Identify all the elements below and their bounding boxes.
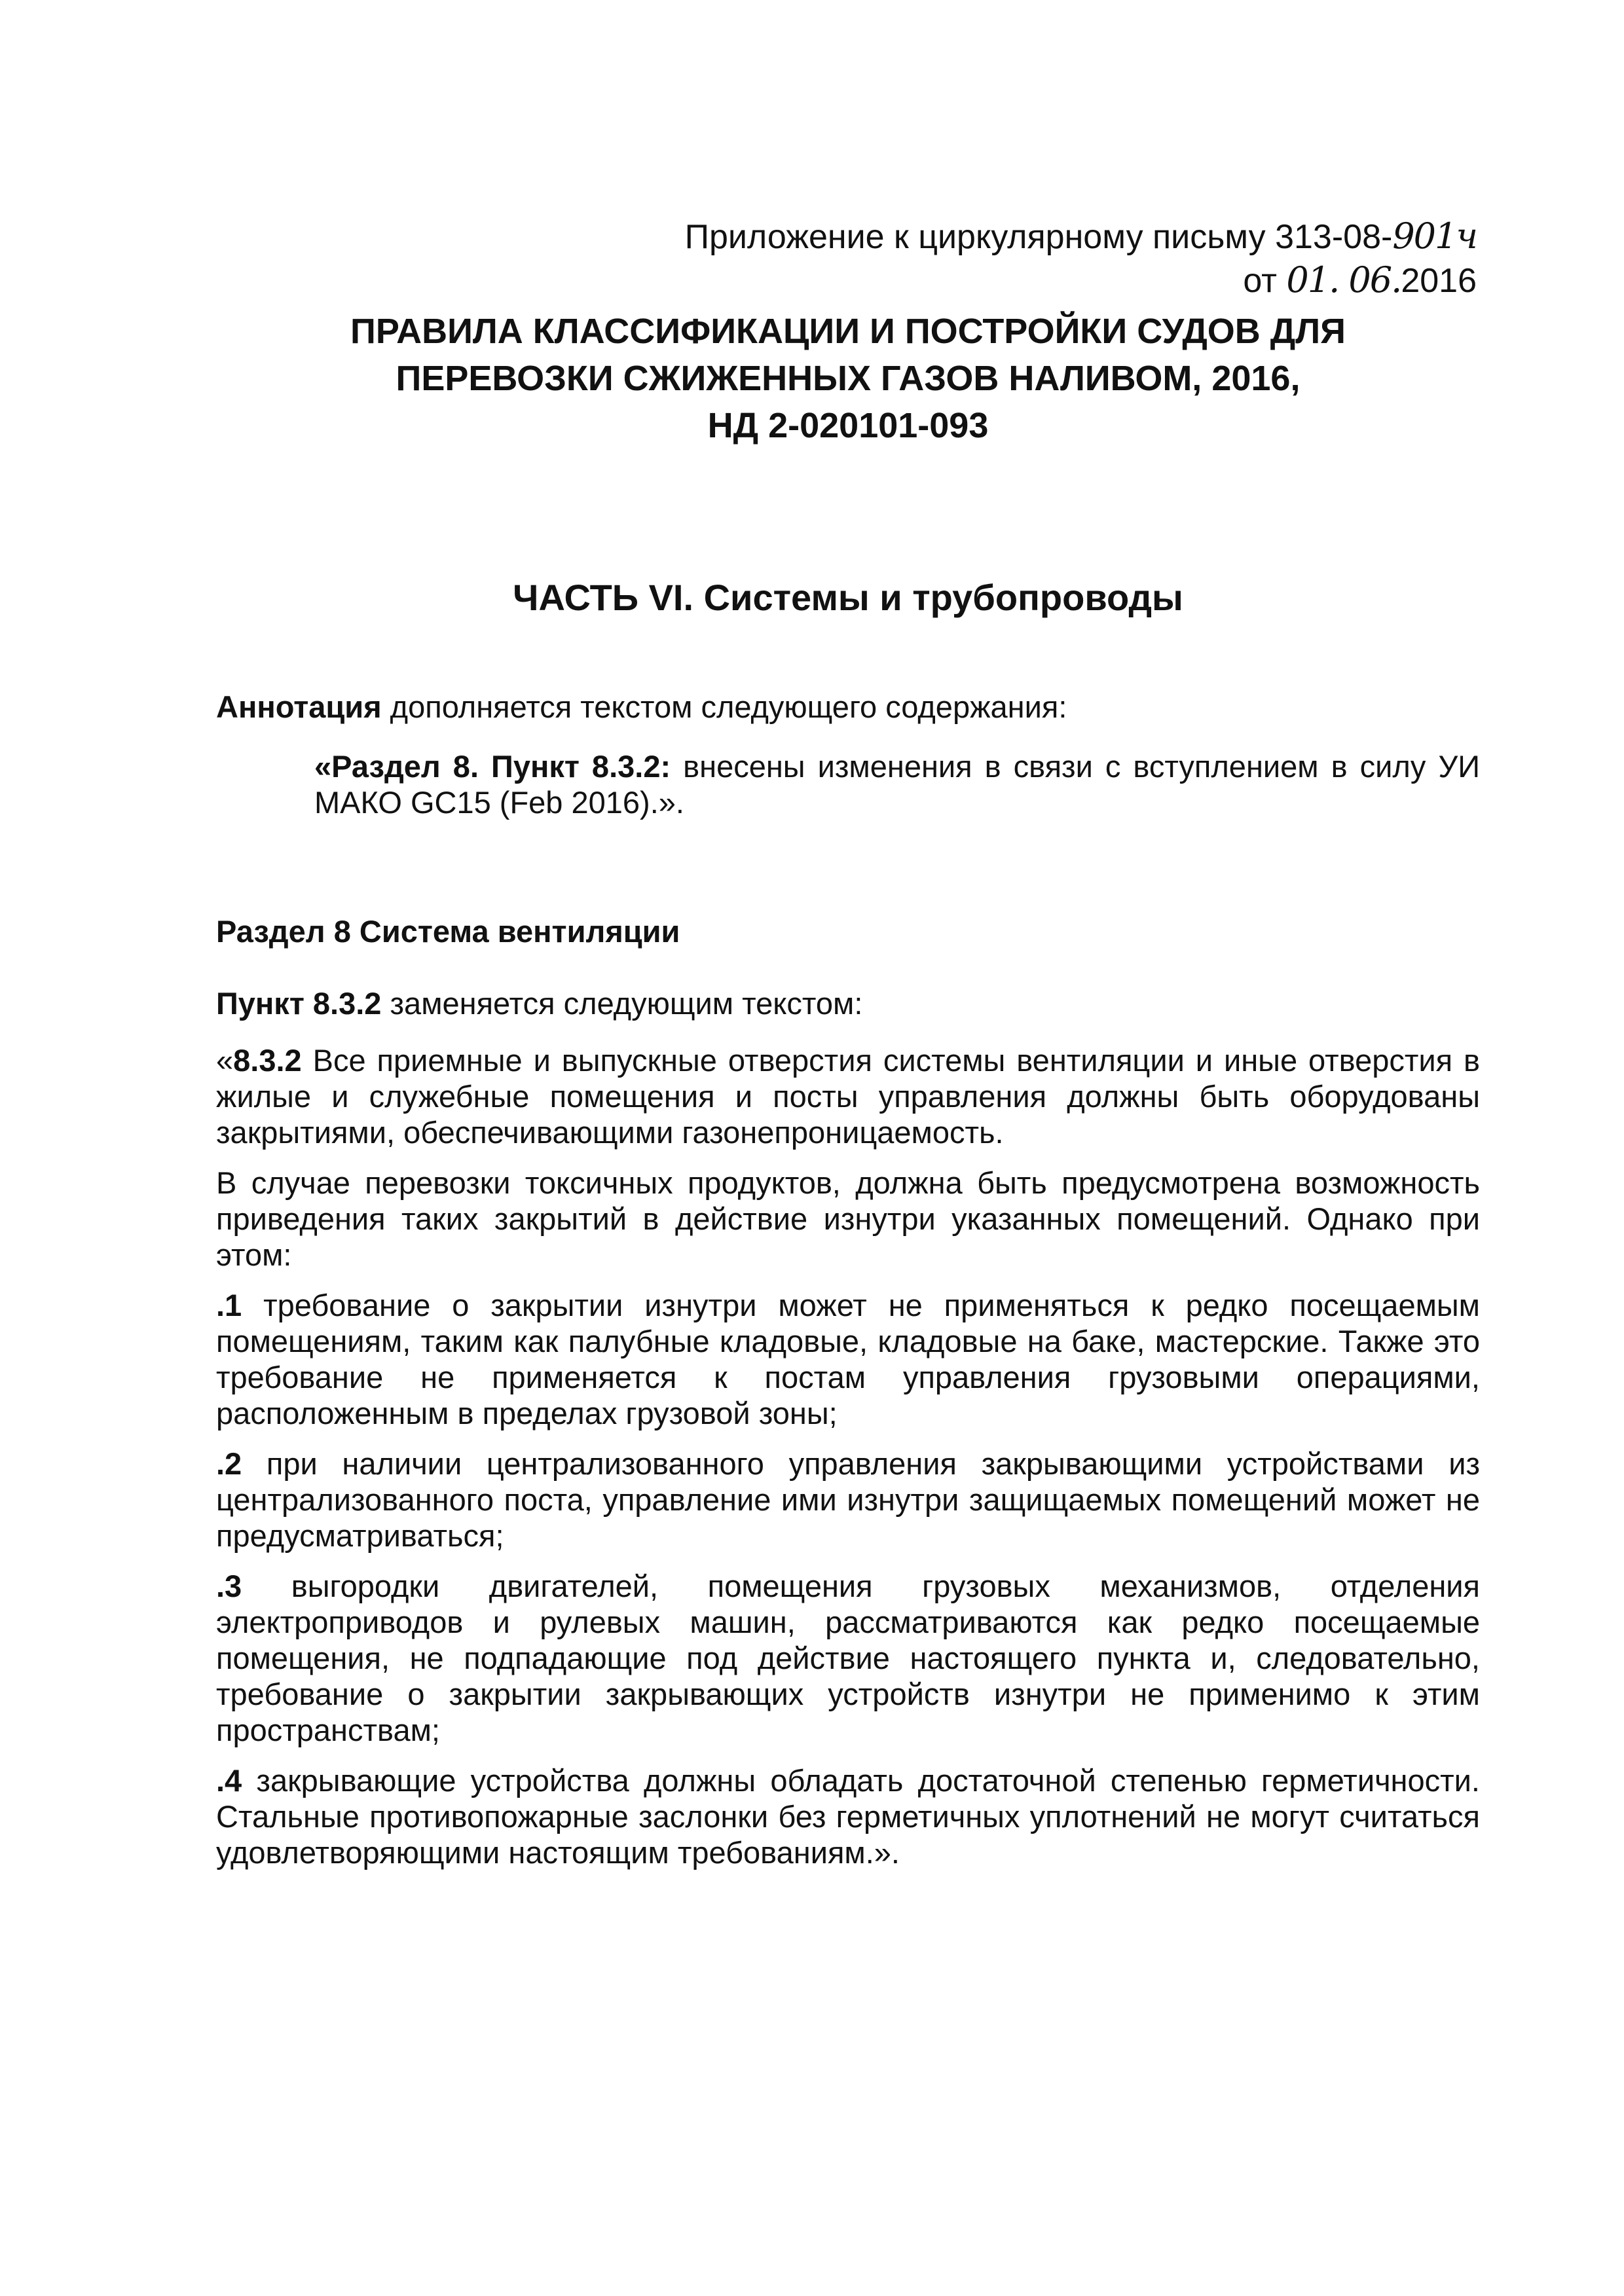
appendix-date-prefix: от xyxy=(1243,262,1287,300)
document-title xyxy=(216,308,1480,449)
list-item-text: закрывающие устройства должны обладать достаточной степенью герметичности. Стальные противопожарные заслонки без герметичных уплотнений не могут считаться удовлетворяющими настоящим требованиям.». xyxy=(216,1763,1480,1870)
title-line-3: НД 2-020101-093 xyxy=(707,406,989,445)
body-paragraph-1 xyxy=(216,1042,1480,1150)
list-item-text: выгородки двигателей, помещения грузовых механизмов, отделения электроприводов и рулевых машин, рассматриваются как редко посещаемые помещения, не подпадающие под действие настоящего пункта и, следовательно, требование о закрытии закрывающих устройств изнутри не применимо к этим пространствам; xyxy=(216,1569,1480,1747)
list-item-number: .3 xyxy=(216,1569,242,1603)
appendix-reference xyxy=(685,215,1477,302)
body-paragraph-1-text: Все приемные и выпускные отверстия системы вентиляции и иные отверстия в жилые и служебные помещения и посты управления должны быть оборудованы закрытиями, обеспечивающими газонепроницаемость. xyxy=(216,1043,1480,1150)
list-item-text: при наличии централизованного управления закрывающими устройствами из централизованного поста, управление ими изнутри защищаемых помещений может не предусматриваться; xyxy=(216,1446,1480,1553)
list-item-number: .1 xyxy=(216,1288,242,1322)
appendix-line-2 xyxy=(685,259,1477,302)
annotation-text: дополняется текстом следующего содержания: xyxy=(381,689,1067,724)
list-item xyxy=(216,1762,1480,1870)
appendix-letter-number: Приложение к циркулярному письму 313-08- xyxy=(684,218,1393,256)
title-line-2: ПЕРЕВОЗКИ СЖИЖЕННЫХ ГАЗОВ НАЛИВОМ, 2016, xyxy=(396,359,1301,398)
list-item xyxy=(216,1446,1480,1554)
part-title: ЧАСТЬ VI. Системы и трубопроводы xyxy=(513,577,1183,618)
appendix-line-1 xyxy=(685,215,1477,259)
quote-reference: «Раздел 8. Пункт 8.3.2: xyxy=(314,749,671,784)
list-item-number: .2 xyxy=(216,1446,242,1481)
list-item xyxy=(216,1287,1480,1431)
clause-paragraph xyxy=(216,985,1480,1021)
appendix-year: 2016 xyxy=(1401,262,1477,300)
annotation-paragraph xyxy=(216,689,1480,725)
list-item-number: .4 xyxy=(216,1763,242,1798)
handwritten-date: 01. 06. xyxy=(1286,259,1401,301)
clause-body xyxy=(216,1042,1480,1885)
quote-open-mark: « xyxy=(216,1043,234,1078)
handwritten-letter-number: 901ч xyxy=(1392,215,1477,257)
body-paragraph-2: В случае перевозки токсичных продуктов, должна быть предусмотрена возможность приведения таких закрытий в действие изнутри указанных помещений. Однако при этом: xyxy=(216,1165,1480,1272)
clause-number: 8.3.2 xyxy=(233,1043,302,1078)
title-line-1: ПРАВИЛА КЛАССИФИКАЦИИ И ПОСТРОЙКИ СУДОВ ДЛЯ xyxy=(350,312,1346,351)
annotation-quote xyxy=(314,748,1480,820)
quote-text: внесены изменения в связи с вступлением в силу УИ МАКО GC15 (Feb 2016).». xyxy=(314,749,1480,820)
list-item-text: требование о закрытии изнутри может не применяться к редко посещаемым помещениям, таким как палубные кладовые, кладовые на баке, мастерские. Также это требование не применяется к постам управления грузовыми операциями, расположенным в пределах грузовой зоны; xyxy=(216,1288,1480,1430)
list-item xyxy=(216,1568,1480,1748)
section-title: Раздел 8 Система вентиляции xyxy=(216,914,680,949)
clause-label: Пункт 8.3.2 xyxy=(216,986,382,1021)
annotation-label: Аннотация xyxy=(216,689,382,724)
clause-text: заменяется следующим текстом: xyxy=(381,986,863,1021)
